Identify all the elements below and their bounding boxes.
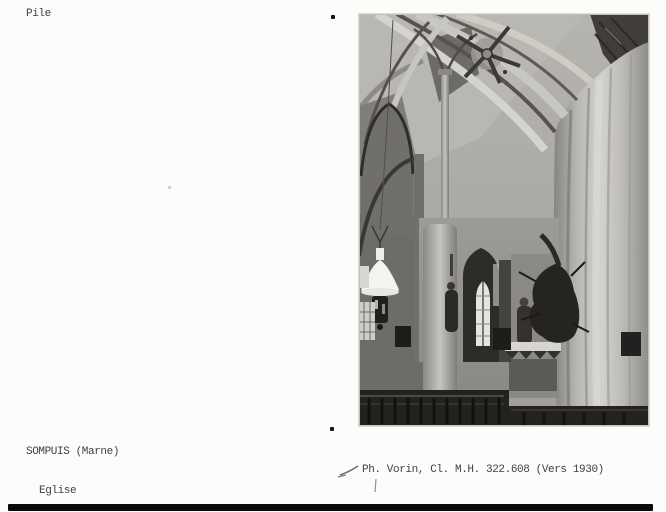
photo-credit: Ph. Vorin, Cl. M.H. 322.608 (Vers 1930) [362, 464, 604, 476]
registration-dot-bottom [330, 427, 334, 431]
location-title: SOMPUIS (Marne) [26, 446, 120, 458]
location-caption [26, 420, 119, 512]
scanner-edge-bar [8, 504, 653, 511]
faint-dot [168, 186, 171, 189]
location-subtitle: Eglise [39, 485, 77, 497]
registration-dot-top [331, 15, 335, 19]
wall-box-right [621, 332, 641, 356]
church-interior-photograph [359, 14, 649, 426]
colonnette [441, 74, 449, 226]
wall-box-center [493, 328, 511, 350]
wall-box-left [395, 326, 411, 347]
photo-artwork [359, 14, 649, 426]
pile-label: Pile [26, 8, 51, 20]
